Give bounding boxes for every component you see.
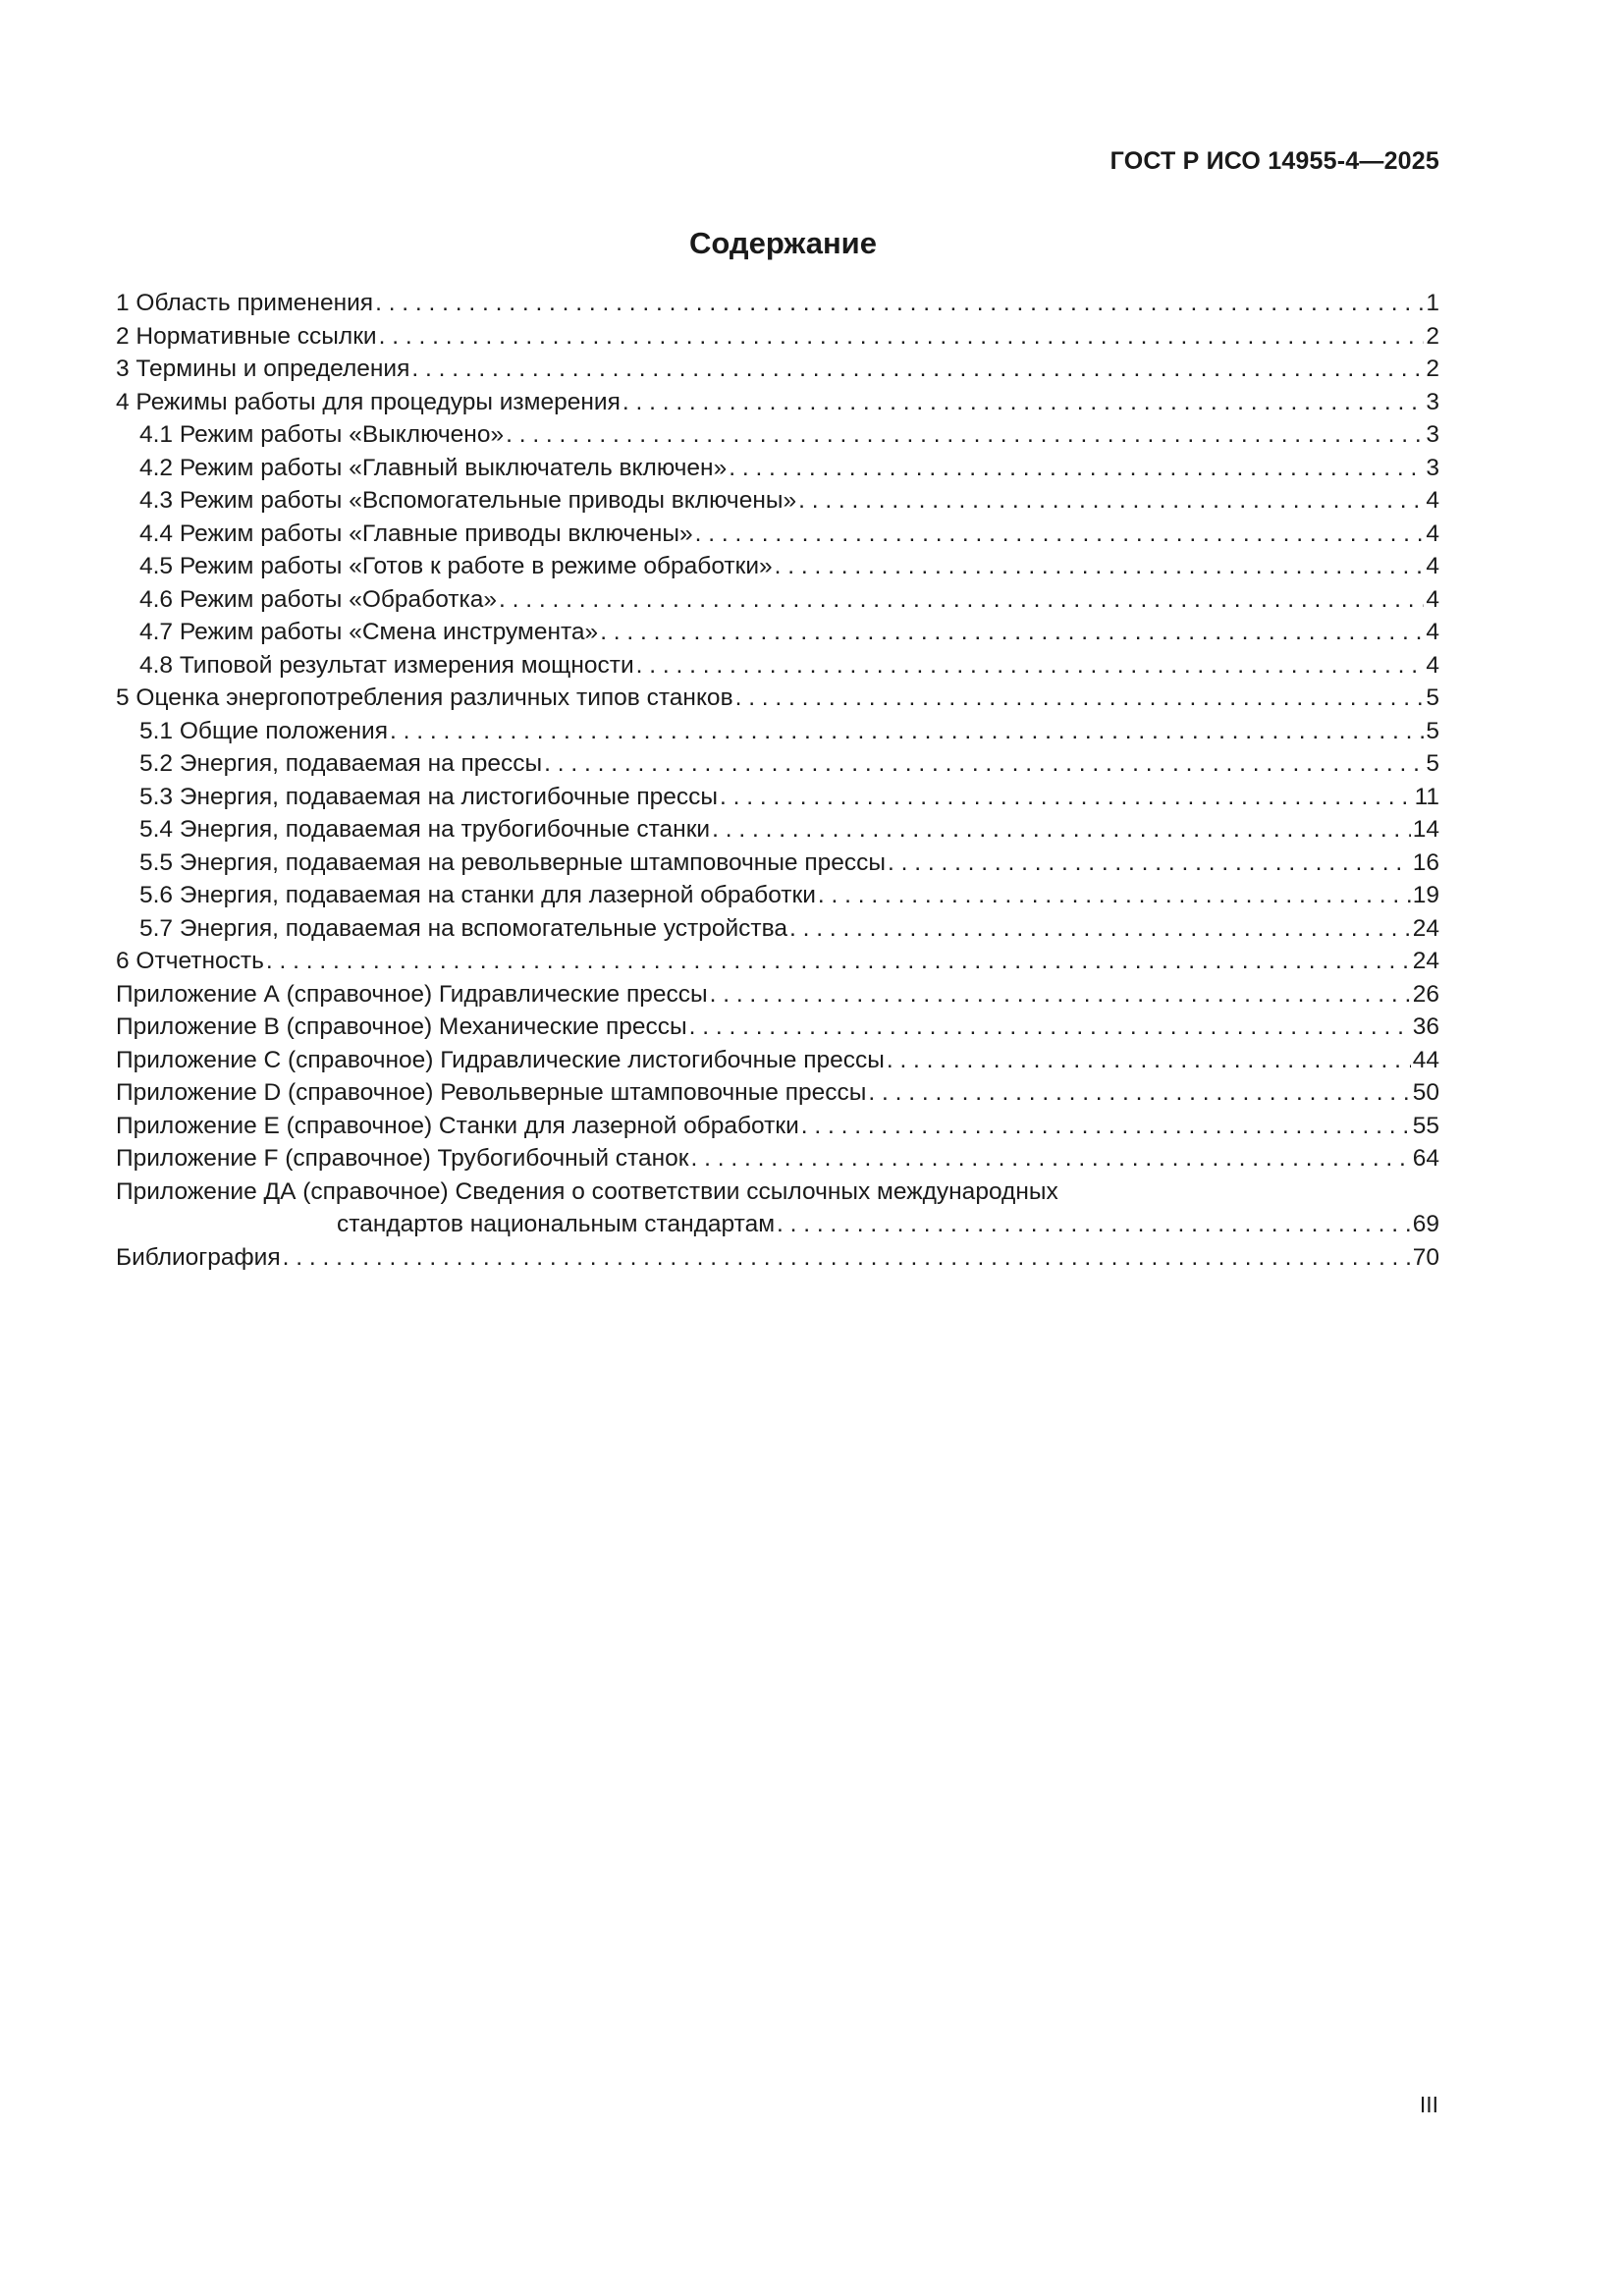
toc-entry-page: 4 [1426, 619, 1439, 645]
toc-entry-continuation[interactable] [116, 1208, 1439, 1241]
toc-entry-text: 5.7 Энергия, подаваемая на вспомогательные устройства [139, 914, 787, 942]
toc-entry[interactable] [116, 418, 1439, 452]
toc-leader-dots [868, 1076, 1410, 1110]
toc-entry-text: Приложение F (справочное) Трубогибочный станок [116, 1145, 689, 1172]
toc-entry[interactable] [116, 1110, 1439, 1143]
toc-leader-dots [636, 649, 1425, 683]
toc-entry-page: 70 [1412, 1243, 1439, 1271]
toc-entry[interactable] [116, 452, 1439, 485]
toc-entry-page: 4 [1426, 519, 1439, 547]
toc-entry-text: 4.4 Режим работы «Главные приводы включены» [139, 519, 693, 547]
toc-entry-text: Приложение D (справочное) Револьверные штамповочные прессы [116, 1079, 867, 1106]
toc-entry-text: 4.7 Режим работы «Смена инструмента» [139, 619, 599, 645]
toc-entry-text: 5.5 Энергия, подаваемая на револьверные штамповочные прессы [139, 848, 886, 876]
toc-entry-page: 44 [1412, 1046, 1439, 1073]
toc-entry-text: Библиография [116, 1243, 281, 1271]
toc-entry-text: 4 Режимы работы для процедуры измерения [116, 388, 621, 415]
toc-entry[interactable] [116, 320, 1439, 354]
toc-entry-page: 24 [1412, 948, 1439, 974]
page-number: III [1419, 2092, 1438, 2117]
toc-entry-text: 4.5 Режим работы «Готов к работе в режиме обработки» [139, 553, 773, 579]
toc-entry[interactable] [116, 550, 1439, 583]
toc-entry-page: 3 [1426, 421, 1439, 448]
toc-entry-text: 5.6 Энергия, подаваемая на станки для лазерной обработки [139, 882, 816, 908]
toc-entry-page: 50 [1412, 1079, 1439, 1106]
toc-entry[interactable] [116, 682, 1439, 715]
toc-leader-dots [789, 912, 1411, 946]
toc-entry-page: 14 [1412, 816, 1439, 843]
toc-entry[interactable] [116, 518, 1439, 551]
toc-entry-text: 3 Термины и определения [116, 355, 410, 382]
toc-entry-page: 4 [1426, 585, 1439, 613]
toc-entry[interactable] [116, 813, 1439, 847]
toc-entry-page: 11 [1414, 783, 1439, 810]
toc-title: Содержание [689, 226, 877, 260]
toc-leader-dots [689, 1011, 1411, 1044]
toc-entry[interactable] [116, 912, 1439, 946]
toc-entry[interactable] [116, 847, 1439, 880]
toc-entry-page: 5 [1426, 684, 1439, 711]
toc-entry-page: 36 [1412, 1013, 1439, 1040]
toc-leader-dots [691, 1142, 1411, 1175]
toc-entry-text: Приложение С (справочное) Гидравлические листогибочные прессы [116, 1046, 885, 1073]
toc-leader-dots [600, 616, 1424, 649]
toc-entry[interactable] [116, 945, 1439, 978]
toc-entry[interactable] [116, 781, 1439, 814]
toc-entry-text: 5.4 Энергия, подаваемая на трубогибочные станки [139, 816, 711, 843]
toc-entry-text: 4.1 Режим работы «Выключено» [139, 421, 505, 448]
toc-leader-dots [499, 583, 1424, 617]
toc-entry-page: 26 [1412, 980, 1439, 1008]
toc-entry-text: Приложение Е (справочное) Станки для лазерной обработки [116, 1112, 799, 1139]
toc-entry[interactable] [116, 879, 1439, 912]
toc-leader-dots [506, 418, 1424, 452]
toc-leader-dots [777, 1208, 1411, 1241]
toc-entry-page: 3 [1426, 388, 1439, 415]
toc-leader-dots [695, 518, 1425, 551]
toc-entry-page: 5 [1426, 750, 1439, 777]
toc-entry-page: 2 [1426, 355, 1439, 382]
toc-entry-page: 24 [1412, 914, 1439, 942]
toc-entry[interactable] [116, 1142, 1439, 1175]
toc-entry-page: 4 [1426, 487, 1439, 514]
toc-entry-page: 5 [1426, 717, 1439, 744]
toc-entry[interactable] [116, 583, 1439, 617]
toc-entry-text: 2 Нормативные ссылки [116, 322, 377, 350]
toc-leader-dots [735, 682, 1425, 715]
toc-entry-page: 2 [1426, 322, 1439, 350]
toc-entry-text: 5.3 Энергия, подаваемая на листогибочные прессы [139, 783, 719, 810]
toc-leader-dots [720, 781, 1413, 814]
toc-entry[interactable] [116, 353, 1439, 386]
toc-leader-dots [729, 452, 1424, 485]
toc-leader-dots [390, 715, 1424, 748]
toc-leader-dots [775, 550, 1425, 583]
toc-entry-text: 4.3 Режим работы «Вспомогательные приводы включены» [139, 487, 797, 514]
toc-entry-text: 5 Оценка энергопотребления различных типов станков [116, 684, 733, 711]
toc-entry-text: стандартов национальным стандартам [337, 1211, 776, 1237]
toc-leader-dots [379, 320, 1425, 354]
toc-leader-dots [266, 945, 1411, 978]
toc-entry-page: 16 [1412, 848, 1439, 876]
toc-entry-page: 64 [1412, 1145, 1439, 1172]
toc-leader-dots [622, 386, 1425, 419]
toc-entry-text: 4.8 Типовой результат измерения мощности [139, 651, 634, 679]
toc-entry-text: 6 Отчетность [116, 948, 264, 974]
toc-entry-text: 1 Область применения [116, 290, 374, 316]
document-code: ГОСТ Р ИСО 14955-4—2025 [1109, 147, 1439, 175]
toc-entry[interactable] [116, 747, 1439, 781]
toc-entry-text: Приложение В (справочное) Механические прессы [116, 1013, 687, 1040]
toc-leader-dots [544, 747, 1424, 781]
toc-entry-page: 1 [1426, 290, 1439, 316]
toc-entry-page: 69 [1412, 1211, 1439, 1237]
toc-entry-text: 5.2 Энергия, подаваемая на прессы [139, 750, 543, 777]
toc-entry[interactable] [116, 1241, 1439, 1275]
toc-entry-text: 4.2 Режим работы «Главный выключатель включен» [139, 454, 728, 481]
toc-entry[interactable] [116, 484, 1439, 518]
toc-leader-dots [712, 813, 1411, 847]
toc-entry[interactable] [116, 1011, 1439, 1044]
toc-leader-dots [888, 847, 1411, 880]
toc-entry-page: 3 [1426, 454, 1439, 481]
toc-entry-page: 19 [1412, 882, 1439, 908]
toc-leader-dots [375, 287, 1424, 320]
toc-entry-text: 5.1 Общие положения [139, 717, 389, 744]
toc-entry[interactable] [116, 715, 1439, 748]
toc-entry-page: 55 [1412, 1112, 1439, 1139]
toc-entry-text: 4.6 Режим работы «Обработка» [139, 585, 498, 613]
toc-entry-page: 4 [1426, 651, 1439, 679]
toc-leader-dots [818, 879, 1411, 912]
toc-entry-page: 4 [1426, 553, 1439, 579]
toc-entry-text: Приложение А (справочное) Гидравлические прессы [116, 980, 708, 1008]
toc-leader-dots [283, 1241, 1411, 1275]
toc-entry[interactable] [116, 386, 1439, 419]
toc-leader-dots [798, 484, 1424, 518]
toc-leader-dots [887, 1044, 1411, 1077]
toc-entry[interactable] [116, 978, 1439, 1011]
toc-entry[interactable] [116, 616, 1439, 649]
toc-leader-dots [801, 1110, 1411, 1143]
toc-entry-text: Приложение ДА (справочное) Сведения о соответствии ссылочных международных [116, 1177, 1058, 1205]
toc-leader-dots [710, 978, 1411, 1011]
toc-entry[interactable] [116, 1175, 1439, 1209]
table-of-contents [116, 287, 1439, 1274]
toc-leader-dots [411, 353, 1424, 386]
toc-entry[interactable] [116, 287, 1439, 320]
toc-entry[interactable] [116, 649, 1439, 683]
toc-entry[interactable] [116, 1044, 1439, 1077]
toc-entry[interactable] [116, 1076, 1439, 1110]
